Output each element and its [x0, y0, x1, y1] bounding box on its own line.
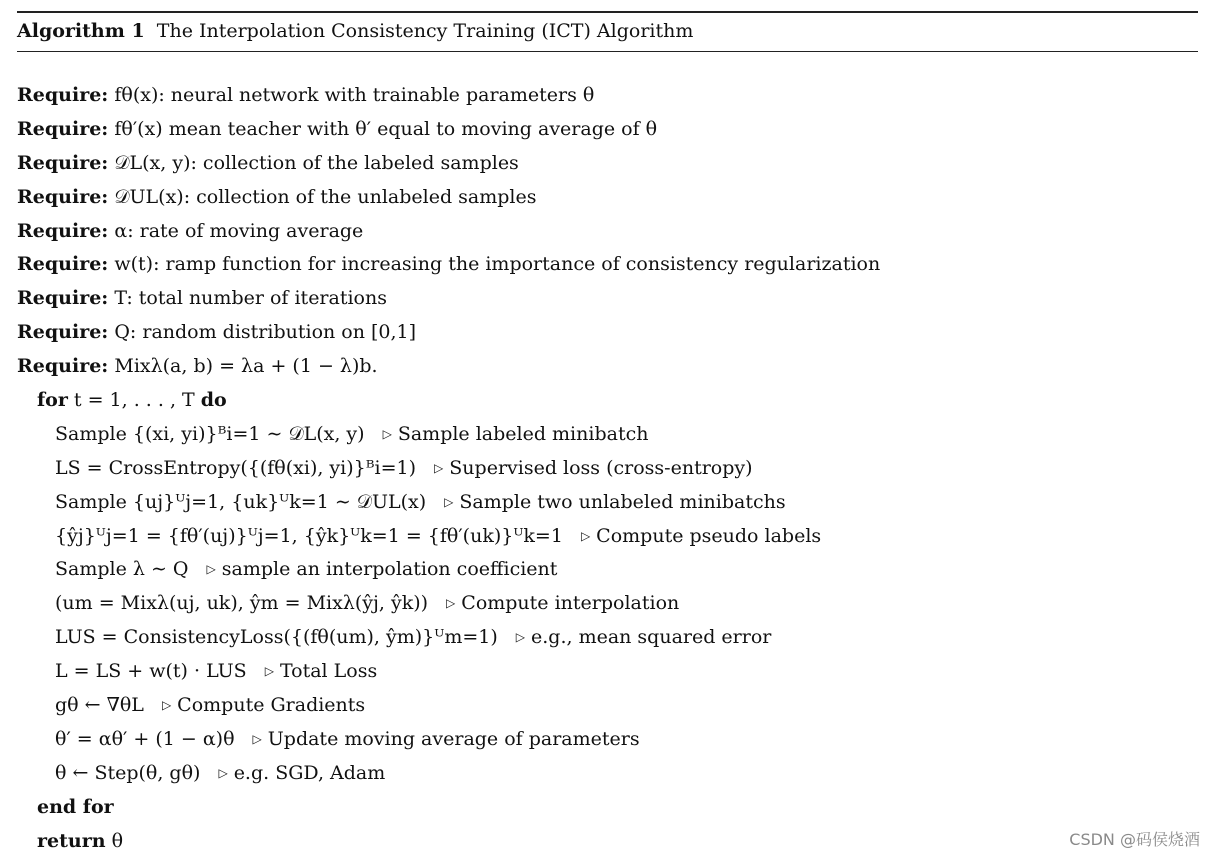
require-text: fθ(x): neural network with trainable parameters θ	[114, 84, 595, 106]
step-line	[17, 758, 1198, 792]
comment-triangle-icon: ▷	[206, 562, 216, 577]
step-code: θ ← Step(θ, gθ)	[55, 761, 201, 784]
require-line	[17, 80, 1198, 114]
require-line	[17, 148, 1198, 182]
step-line	[17, 588, 1198, 622]
for-range: t = 1, . . . , T	[73, 389, 195, 412]
comment-triangle-icon: ▷	[382, 426, 392, 441]
comment-text: sample an interpolation coefficient	[221, 558, 558, 581]
comment-triangle-icon: ▷	[444, 494, 454, 509]
comment-text: Compute pseudo labels	[596, 524, 822, 547]
step-line	[17, 724, 1198, 758]
algorithm-caption	[17, 19, 1198, 43]
step-code: LS = CrossEntropy({(fθ(xi), yi)}ᴮi=1)	[55, 456, 417, 479]
step-code: {ŷj}ᵁj=1 = {fθ′(uj)}ᵁj=1, {ŷk}ᵁk=1 = {fθ′(uk)}ᵁk=1	[55, 524, 563, 547]
require-text: Mixλ(a, b) = λa + (1 − λ)b.	[114, 355, 378, 378]
comment-triangle-icon: ▷	[264, 664, 274, 679]
step-line	[17, 554, 1198, 588]
do-keyword: do	[200, 389, 227, 412]
caption-rule	[17, 51, 1198, 52]
step-comment	[434, 453, 752, 483]
return-value: θ	[111, 829, 124, 852]
require-line	[17, 182, 1198, 216]
top-rule	[17, 11, 1198, 13]
step-comment	[516, 622, 772, 652]
require-keyword: Require:	[17, 219, 109, 242]
comment-triangle-icon: ▷	[252, 731, 262, 746]
watermark: CSDN @码侯烧酒	[1069, 830, 1200, 849]
comment-text: Supervised loss (cross-entropy)	[449, 456, 753, 479]
comment-text: Total Loss	[279, 660, 378, 683]
require-text: T: total number of iterations	[114, 287, 387, 310]
comment-text: Update moving average of parameters	[267, 727, 640, 750]
require-keyword: Require:	[17, 185, 109, 208]
step-comment	[218, 758, 385, 788]
require-text: α: rate of moving average	[114, 219, 364, 242]
step-comment	[444, 487, 785, 517]
step-line	[17, 487, 1198, 521]
return-line	[17, 826, 1198, 859]
require-keyword: Require:	[17, 117, 109, 140]
require-line	[17, 317, 1198, 351]
step-code: Sample {uj}ᵁj=1, {uk}ᵁk=1 ∼ 𝒟UL(x)	[55, 490, 427, 513]
require-keyword: Require:	[17, 84, 109, 106]
require-text: w(t): ramp function for increasing the importance of consistency regularization	[114, 253, 881, 276]
comment-triangle-icon: ▷	[434, 460, 444, 475]
step-comment	[383, 419, 649, 449]
require-line	[17, 351, 1198, 385]
end-for-line	[17, 792, 1198, 826]
step-code: gθ ← ∇θL	[55, 694, 144, 717]
require-text: Q: random distribution on [0,1]	[114, 321, 417, 344]
step-line	[17, 453, 1198, 487]
comment-triangle-icon: ▷	[515, 630, 525, 645]
step-line	[17, 690, 1198, 724]
for-line	[17, 385, 1198, 419]
comment-triangle-icon: ▷	[161, 698, 172, 713]
step-line	[17, 419, 1198, 453]
require-keyword: Require:	[17, 287, 109, 310]
require-line	[17, 249, 1198, 283]
require-text: fθ′(x) mean teacher with θ′ equal to moving average of θ	[114, 117, 658, 140]
algorithm-label: Algorithm 1	[17, 20, 145, 42]
step-comment	[207, 554, 558, 584]
step-code: LUS = ConsistencyLoss({(fθ(um), ŷm)}ᵁm=1)	[55, 626, 498, 649]
require-line	[17, 114, 1198, 148]
comment-text: Sample labeled minibatch	[397, 422, 649, 445]
step-line	[17, 521, 1198, 555]
comment-text: Compute Gradients	[177, 694, 366, 717]
step-code: Sample λ ∼ Q	[55, 558, 189, 581]
return-keyword: return	[37, 829, 106, 852]
algorithm-block	[17, 11, 1198, 859]
require-line	[17, 283, 1198, 317]
require-keyword: Require:	[17, 151, 109, 174]
step-comment	[253, 724, 640, 754]
comment-text: e.g., mean squared error	[531, 626, 772, 649]
require-text: 𝒟UL(x): collection of the unlabeled samples	[114, 185, 537, 208]
step-code: (um = Mixλ(uj, uk), ŷm = Mixλ(ŷj, ŷk))	[55, 592, 429, 615]
step-comment	[581, 521, 821, 551]
comment-text: e.g. SGD, Adam	[233, 761, 386, 784]
algorithm-title: The Interpolation Consistency Training (ICT) Algorithm	[156, 20, 694, 42]
step-line	[17, 622, 1198, 656]
for-keyword: for	[37, 389, 68, 412]
end-for-keyword: end for	[37, 795, 114, 818]
require-line	[17, 216, 1198, 250]
comment-triangle-icon: ▷	[218, 765, 228, 780]
step-line	[17, 656, 1198, 690]
comment-text: Sample two unlabeled minibatchs	[459, 490, 786, 513]
step-comment	[446, 588, 679, 618]
step-comment	[265, 656, 378, 686]
require-keyword: Require:	[17, 321, 109, 344]
step-code: θ′ = αθ′ + (1 − α)θ	[55, 727, 235, 750]
step-code: Sample {(xi, yi)}ᴮi=1 ∼ 𝒟L(x, y)	[55, 422, 365, 445]
require-text: 𝒟L(x, y): collection of the labeled samples	[114, 151, 519, 174]
require-keyword: Require:	[17, 253, 109, 276]
step-comment	[162, 690, 365, 720]
algorithm-body	[17, 80, 1198, 859]
step-code: L = LS + w(t) · LUS	[55, 660, 247, 683]
require-keyword: Require:	[17, 355, 109, 378]
comment-triangle-icon: ▷	[446, 596, 456, 611]
comment-triangle-icon: ▷	[580, 528, 591, 543]
comment-text: Compute interpolation	[461, 592, 680, 615]
